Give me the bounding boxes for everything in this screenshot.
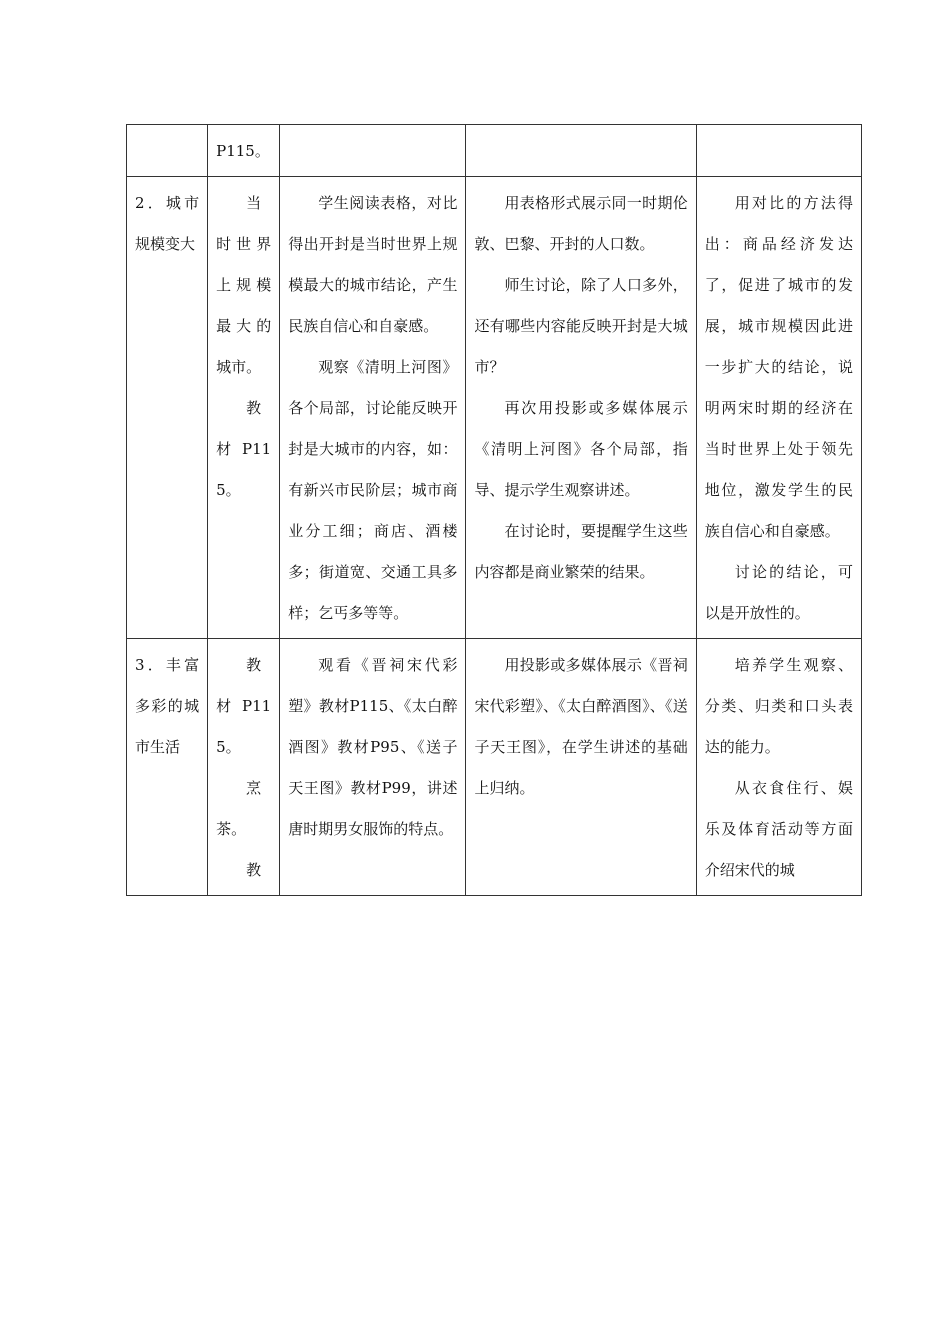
cell-paragraph: 教材P115。 [216,399,272,499]
cell-paragraph: 用表格形式展示同一时期伦敦、巴黎、开封的人口数。 [474,194,688,253]
table-row [127,639,862,896]
table-cell [280,639,466,896]
table-cell [696,177,861,639]
cell-paragraph: 当时世界上规模最大的城市。 [216,194,272,376]
cell-paragraph: 再次用投影或多媒体展示《清明上河图》各个局部，指导、提示学生观察讲述。 [474,399,688,499]
cell-paragraph: 用投影或多媒体展示《晋祠宋代彩塑》、《太白醉酒图》、《送子天王图》，在学生讲述的基础上归纳。 [474,656,688,797]
cell-paragraph: 培养学生观察、分类、归类和口头表达的能力。 [704,656,853,756]
table-cell [127,639,208,896]
cell-paragraph: 用对比的方法得出：商品经济发达了，促进了城市的发展，城市规模因此进一步扩大的结论，说明两宋时期的经济在当时世界上处于领先地位，激发学生的民族自信心和自豪感。 [704,194,853,540]
cell-paragraph: 烹茶。 [216,779,262,838]
cell-paragraph: 学生阅读表格，对比得出开封是当时世界上规模最大的城市结论，产生民族自信心和自豪感。 [288,194,458,335]
cell-paragraph: 师生讨论，除了人口多外，还有哪些内容能反映开封是大城市？ [474,276,688,376]
table-row [127,177,862,639]
table-cell [127,125,208,177]
table-cell [696,639,861,896]
table-cell [208,125,280,177]
cell-paragraph: 观看《晋祠宋代彩塑》教材P115、《太白醉酒图》教材P95、《送子天王图》教材P99，讲述唐时期男女服饰的特点。 [288,656,458,838]
table-cell [466,639,696,896]
table-cell [696,125,861,177]
cell-paragraph: P115。 [216,142,270,160]
cell-paragraph: 从衣食住行、娱乐及体育活动等方面介绍宋代的城 [704,779,853,879]
section-title: 3．丰富多彩的城市生活 [135,656,200,756]
table-cell [127,177,208,639]
cell-paragraph: 在讨论时，要提醒学生这些内容都是商业繁荣的结果。 [474,522,688,581]
section-title: 2．城市规模变大 [135,194,200,253]
cell-paragraph: 教 [246,861,262,879]
cell-paragraph: 观察《清明上河图》各个局部，讨论能反映开封是大城市的内容，如：有新兴市民阶层；城市商业分工细；商店、酒楼多；街道宽、交通工具多样；乞丐多等等。 [288,358,458,622]
table-cell [208,639,280,896]
cell-paragraph: 讨论的结论，可以是开放性的。 [704,563,853,622]
table-cell [280,125,466,177]
table-cell [208,177,280,639]
table-cell [466,177,696,639]
table-cell [466,125,696,177]
table-cell [280,177,466,639]
lesson-plan-table [126,124,862,896]
cell-paragraph: 教材P115。 [216,656,272,756]
table-row [127,125,862,177]
